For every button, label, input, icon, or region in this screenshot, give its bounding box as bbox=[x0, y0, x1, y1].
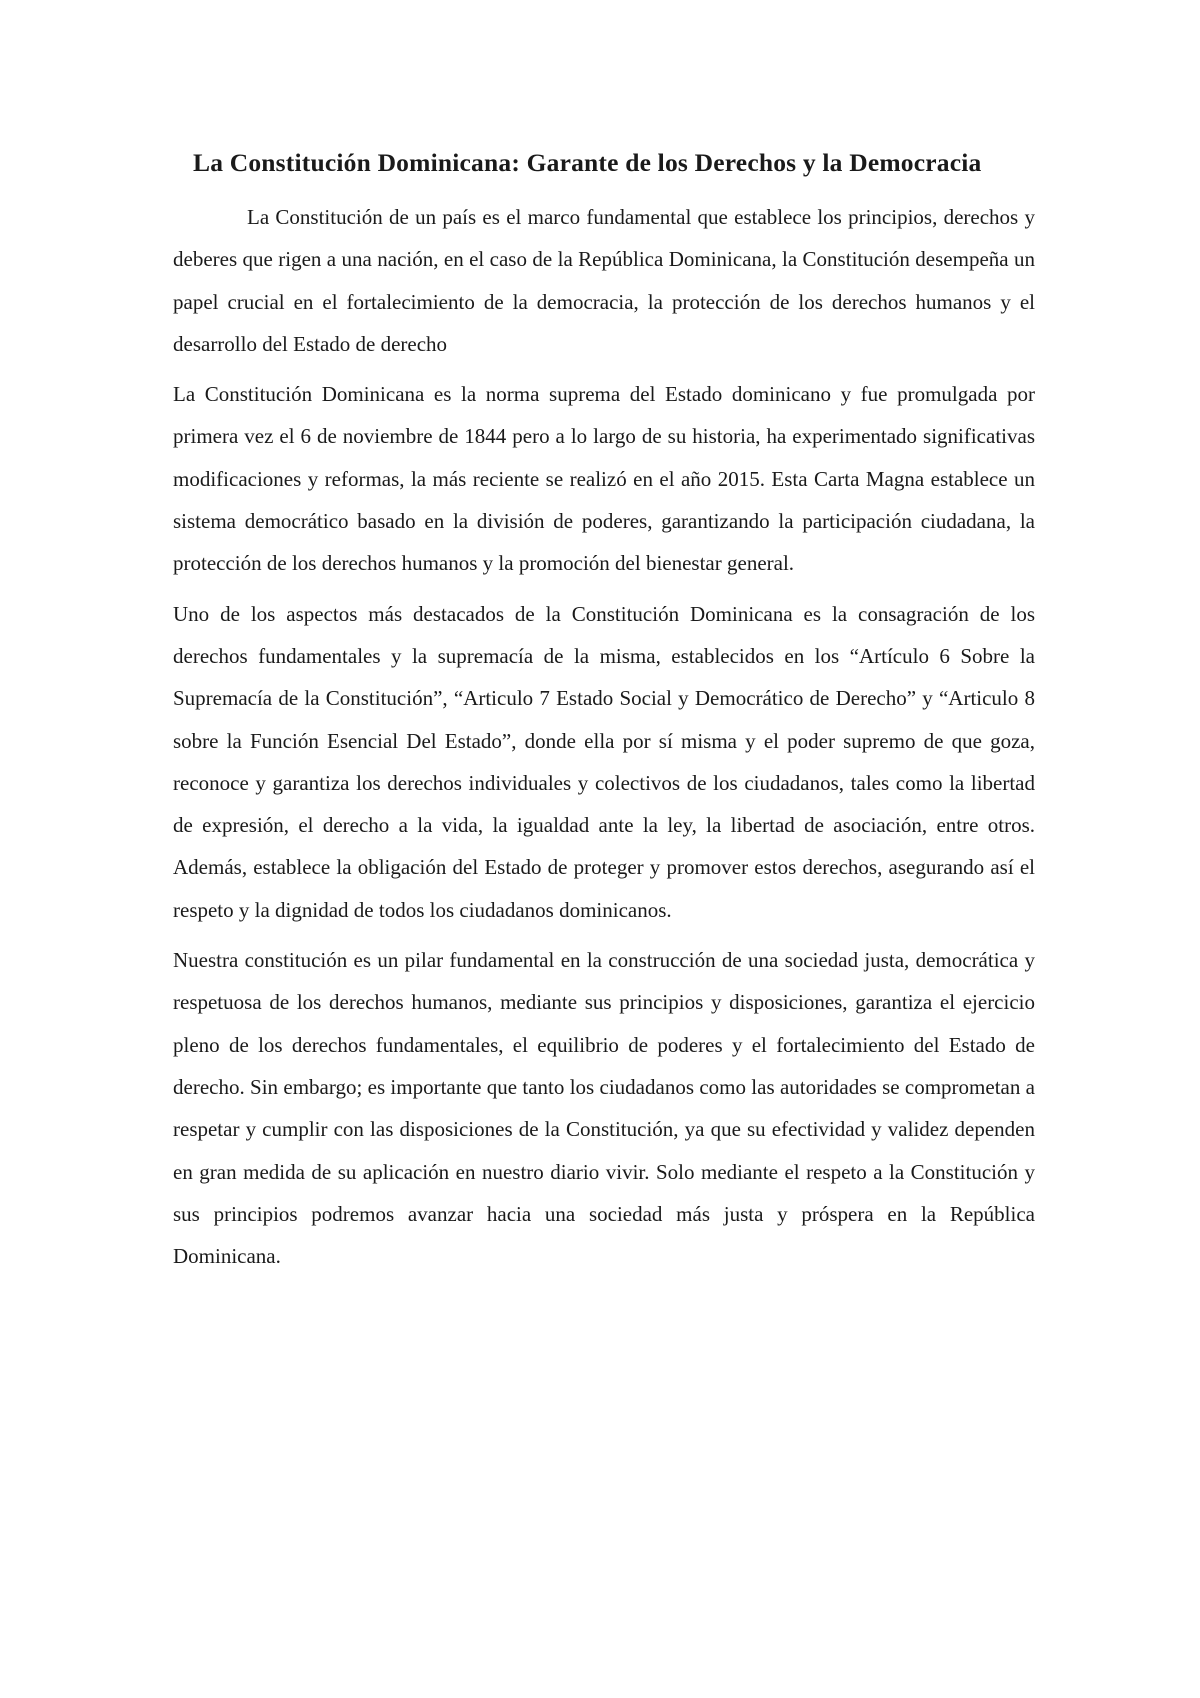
paragraph-history: La Constitución Dominicana es la norma suprema del Estado dominicano y fue promulgada por primera vez el 6 de noviembre de 1844 pero a lo largo de su historia, ha experimentado significativas modificaciones y reformas, la más reciente se realizó en el año 2015. Esta Carta Magna establece un sistema democrático basado en la división de poderes, garantizando la participación ciudadana, la protección de los derechos humanos y la promoción del bienestar general. bbox=[173, 382, 1035, 576]
paragraph-conclusion: Nuestra constitución es un pilar fundamental en la construcción de una sociedad justa, democrática y respetuosa de los derechos humanos, mediante sus principios y disposiciones, garantiza el ejercicio pleno de los derechos fundamentales, el equilibrio de poderes y el fortalecimiento del Estado de derecho. Sin embargo; es importante que tanto los ciudadanos como las autoridades se comprometan a respetar y cumplir con las disposiciones de la Constitución, ya que su efectividad y validez dependen en gran medida de su aplicación en nuestro diario vivir. Solo mediante el respeto a la Constitución y sus principios podremos avanzar hacia una sociedad más justa y próspera en la República Dominicana. bbox=[173, 948, 1035, 1269]
paragraph-fundamental-rights: Uno de los aspectos más destacados de la Constitución Dominicana es la consagración de los derechos fundamentales y la supremacía de la misma, establecidos en los “Artículo 6 Sobre la Supremacía de la Constitución”, “Articulo 7 Estado Social y Democrático de Derecho” y “Articulo 8 sobre la Función Esencial Del Estado”, donde ella por sí misma y el poder supremo de que goza, reconoce y garantiza los derechos individuales y colectivos de los ciudadanos, tales como la libertad de expresión, el derecho a la vida, la igualdad ante la ley, la libertad de asociación, entre otros. Además, establece la obligación del Estado de proteger y promover estos derechos, asegurando así el respeto y la dignidad de todos los ciudadanos dominicanos. bbox=[173, 601, 1035, 922]
paragraph-introduction: La Constitución de un país es el marco fundamental que establece los principios, derechos y deberes que rigen a una nación, en el caso de la República Dominicana, la Constitución desempeña un papel crucial en el fortalecimiento de la democracia, la protección de los derechos humanos y el desarrollo del Estado de derecho bbox=[173, 205, 1035, 356]
document-title: La Constitución Dominicana: Garante de los Derechos y la Democracia bbox=[193, 148, 982, 177]
document-body bbox=[173, 138, 1035, 1277]
